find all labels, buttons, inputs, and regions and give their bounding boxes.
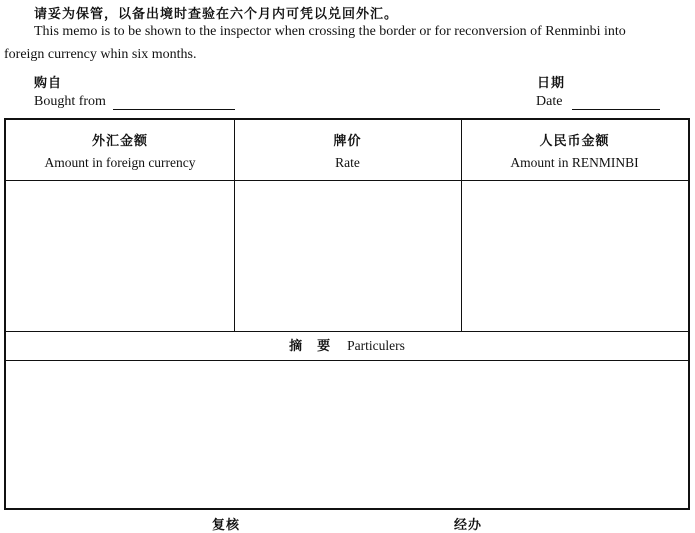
handler-label: 经办: [454, 518, 483, 533]
cell-rate[interactable]: [235, 181, 460, 331]
header-foreign-amount: [6, 120, 234, 180]
date-field[interactable]: [536, 94, 660, 110]
header-foreign-amount-cn: 外汇金额: [91, 134, 148, 149]
bought-from-line[interactable]: [113, 95, 235, 110]
date-label-en: Date: [536, 94, 563, 109]
header-rate-cn: 牌价: [333, 134, 362, 149]
notice-english-line1: This memo is to be shown to the inspector when crossing the border or for reconversion of Renminbi into: [34, 24, 626, 39]
notice-english-line2: foreign currency whin six months.: [4, 47, 197, 62]
header-rmb-amount-en: Amount in RENMINBI: [510, 155, 639, 170]
date-label-cn: 日期: [537, 76, 566, 91]
particulars-label-cn: 摘 要: [289, 339, 332, 354]
memo-table: [4, 118, 690, 510]
bought-from-label-en: Bought from: [34, 94, 106, 109]
header-rmb-amount-cn: 人民币金额: [539, 134, 610, 149]
bought-from-label-cn: 购自: [34, 76, 63, 91]
review-label: 复核: [212, 518, 241, 533]
header-rate-en: Rate: [335, 155, 360, 170]
header-rate: [234, 120, 461, 180]
date-line[interactable]: [572, 95, 660, 110]
cell-rmb-amount[interactable]: [462, 181, 688, 331]
particulars-area[interactable]: [6, 361, 688, 508]
particulars-label-en: Particulers: [347, 338, 405, 353]
cell-foreign-amount[interactable]: [6, 181, 233, 331]
header-rmb-amount: [461, 120, 688, 180]
particulars-header: [6, 332, 688, 360]
header-foreign-amount-en: Amount in foreign currency: [44, 155, 196, 170]
notice-chinese: 请妥为保管，以备出境时查验在六个月内可凭以兑回外汇。: [34, 7, 399, 22]
bought-from-field[interactable]: [34, 94, 235, 110]
